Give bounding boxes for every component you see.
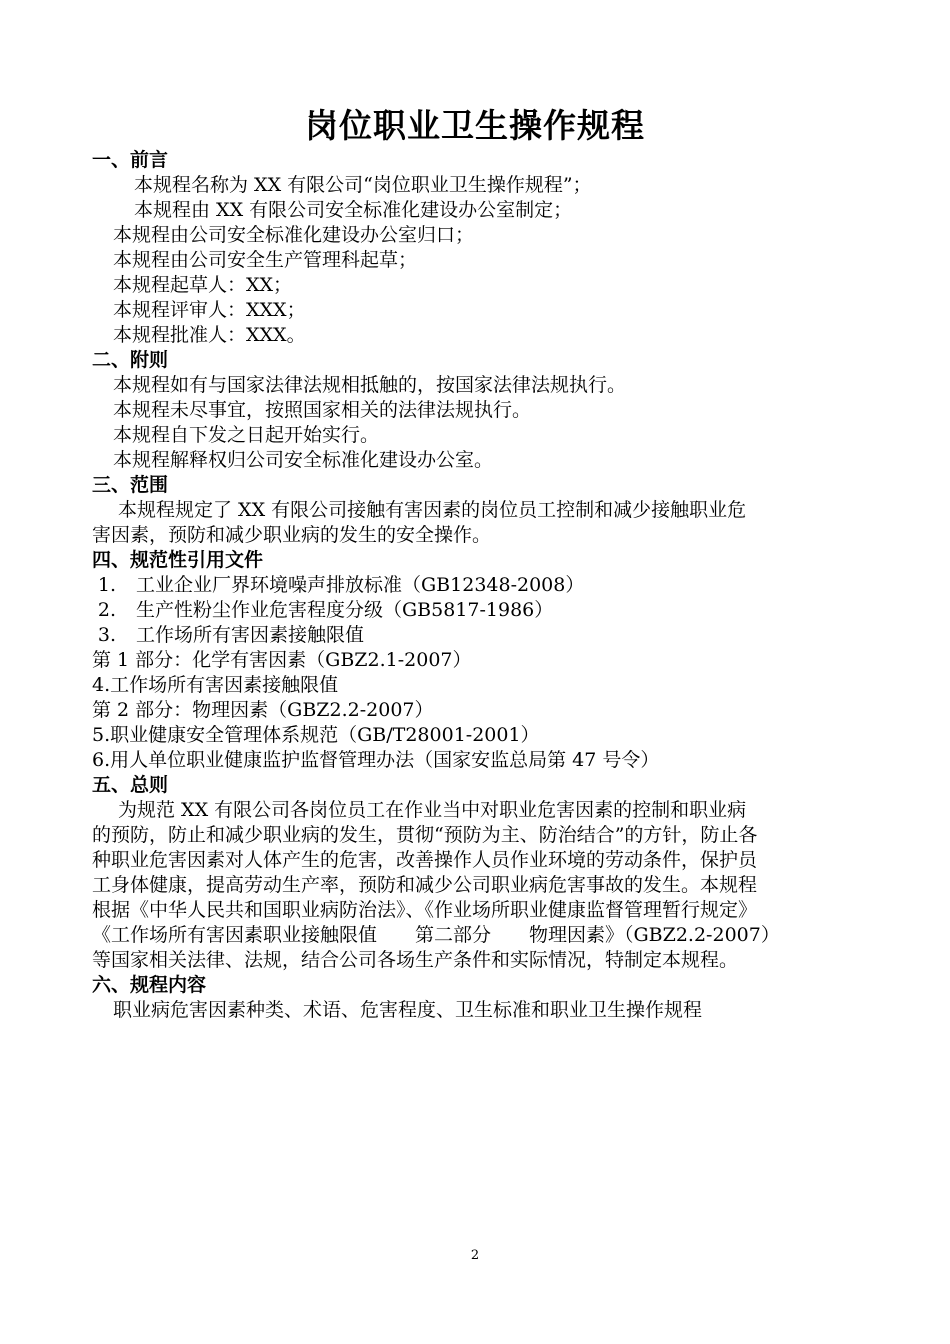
- paragraph-line: 《工作场所有害因素职业接触限值 第二部分 物理因素》（GBZ2.2-2007）: [92, 924, 780, 946]
- document-body: [92, 148, 862, 1023]
- paragraph-line: 5.职业健康安全管理体系规范（GB/T28001-2001）: [92, 724, 540, 746]
- section-heading-appendix: 二、附则: [92, 349, 169, 371]
- paragraph-line: 本规程自下发之日起开始实行。: [113, 424, 380, 446]
- reference-list-item: [92, 623, 862, 648]
- paragraph-line: 的预防，防止和减少职业病的发生，贯彻“预防为主、防治结合”的方针，防止各: [92, 824, 758, 846]
- paragraph-line: 为规范 XX 有限公司各岗位员工在作业当中对职业危害因素的控制和职业病: [118, 799, 747, 821]
- paragraph-line: 本规程由 XX 有限公司安全标准化建设办公室制定；: [134, 199, 573, 221]
- paragraph-line: 害因素，预防和减少职业病的发生的安全操作。: [92, 524, 492, 546]
- paragraph-line: 本规程如有与国家法律法规相抵触的，按国家法律法规执行。: [113, 374, 627, 396]
- paragraph-line: 工身体健康，提高劳动生产率，预防和减少公司职业病危害事故的发生。本规程: [92, 874, 758, 896]
- list-text: 工业企业厂界环境噪声排放标准（GB12348-2008）: [136, 574, 585, 596]
- list-number: 1.: [97, 574, 116, 596]
- section-heading-preface: 一、前言: [92, 149, 169, 171]
- section-heading-references: 四、规范性引用文件: [92, 549, 264, 571]
- list-text: 生产性粉尘作业危害程度分级（GB5817-1986）: [136, 599, 554, 621]
- list-number: 2.: [97, 599, 116, 621]
- paragraph-line: 本规程批准人：XXX。: [113, 324, 306, 346]
- paragraph-line: 本规程由公司安全生产管理科起草；: [113, 249, 418, 271]
- section-heading-scope: 三、范围: [92, 474, 169, 496]
- paragraph-line: 4.工作场所有害因素接触限值: [92, 674, 339, 696]
- paragraph-line: 职业病危害因素种类、术语、危害程度、卫生标准和职业卫生操作规程: [113, 999, 703, 1021]
- list-text: 工作场所有害因素接触限值: [136, 624, 365, 646]
- paragraph-line: 本规程未尽事宜，按照国家相关的法律法规执行。: [113, 399, 532, 421]
- paragraph-line: 6.用人单位职业健康监护监督管理办法（国家安监总局第 47 号令）: [92, 749, 660, 771]
- reference-list-item: [92, 598, 862, 623]
- paragraph-line: 本规程名称为 XX 有限公司“岗位职业卫生操作规程”；: [134, 174, 592, 196]
- paragraph-line: 等国家相关法律、法规，结合公司各场生产条件和实际情况，特制定本规程。: [92, 949, 739, 971]
- reference-list-item: [92, 573, 862, 598]
- section-heading-general: 五、总则: [92, 774, 169, 796]
- paragraph-line: 本规程评审人：XXX；: [113, 299, 306, 321]
- document-title: 岗位职业卫生操作规程: [305, 106, 645, 145]
- paragraph-line: 根据《中华人民共和国职业病防治法》、《作业场所职业健康监督管理暂行规定》: [92, 899, 758, 921]
- list-number: 3.: [97, 624, 116, 646]
- paragraph-line: 第 2 部分：物理因素（GBZ2.2-2007）: [92, 699, 434, 721]
- paragraph-line: 本规程规定了 XX 有限公司接触有害因素的岗位员工控制和减少接触职业危: [118, 499, 747, 521]
- page-number: 2: [470, 1248, 480, 1263]
- paragraph-line: 第 1 部分：化学有害因素（GBZ2.1-2007）: [92, 649, 472, 671]
- paragraph-line: 本规程由公司安全标准化建设办公室归口；: [113, 224, 475, 246]
- paragraph-line: 本规程起草人：XX；: [113, 274, 293, 296]
- paragraph-line: 种职业危害因素对人体产生的危害，改善操作人员作业环境的劳动条件，保护员: [92, 849, 758, 871]
- section-heading-content: 六、规程内容: [92, 974, 207, 996]
- paragraph-line: 本规程解释权归公司安全标准化建设办公室。: [113, 449, 494, 471]
